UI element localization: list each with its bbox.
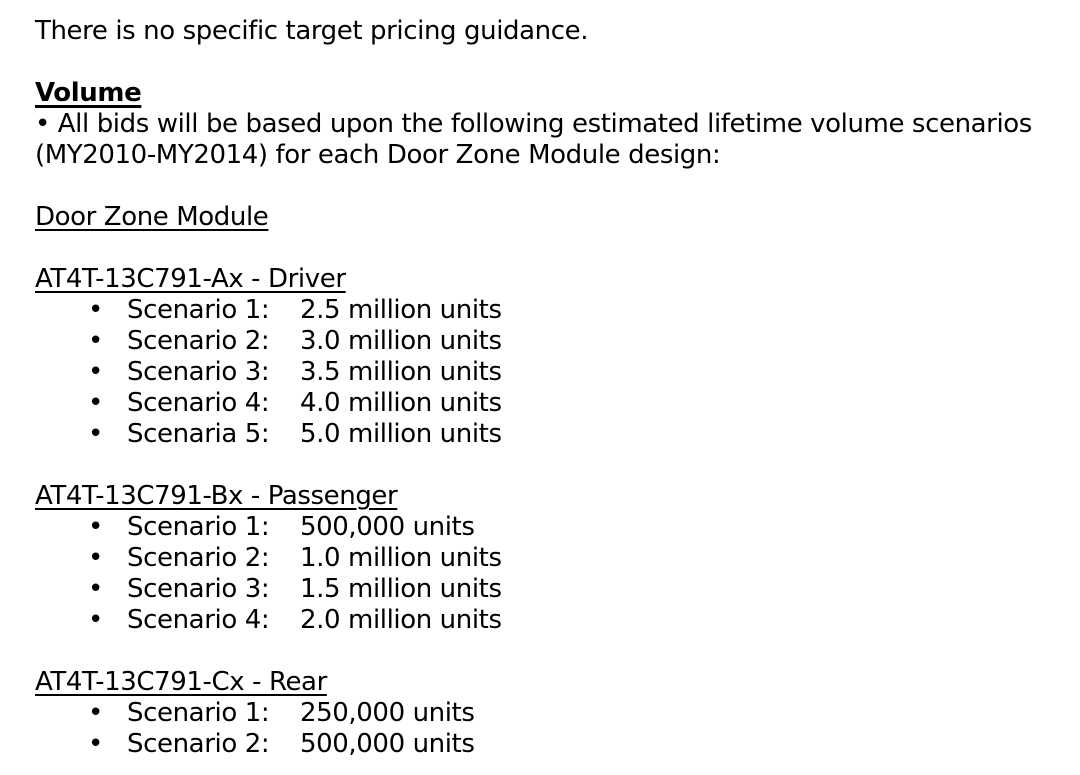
scenario-label: Scenario 2: (127, 729, 270, 759)
scenario-label: Scenario 1: (127, 698, 270, 728)
scenario-item (35, 388, 1070, 419)
scenario-value: 3.0 million units (300, 326, 502, 356)
scenario-item (35, 295, 1070, 326)
door-zone-module-heading: Door Zone Module (35, 202, 269, 232)
scenario-item (35, 357, 1070, 388)
bullet-icon: • (88, 388, 103, 418)
bullet-icon: • (88, 698, 103, 728)
scenario-label: Scenario 4: (127, 388, 270, 418)
scenario-value: 5.0 million units (300, 419, 502, 449)
scenario-value: 2.0 million units (300, 605, 502, 635)
volume-heading-line (35, 78, 1070, 109)
section-title-rear: AT4T-13C791-Cx - Rear (35, 667, 327, 697)
volume-heading: Volume (35, 78, 142, 108)
section-title-line (35, 481, 1070, 512)
volume-bullet-paragraph: • All bids will be based upon the following estimated lifetime volume scenarios (MY2010-MY2014) for each Door Zone Module design: (35, 109, 1032, 170)
scenario-label: Scenario 4: (127, 605, 270, 635)
scenario-label: Scenaria 5: (127, 419, 270, 449)
scenario-value: 250,000 units (300, 698, 475, 728)
bullet-icon: • (88, 574, 103, 604)
scenario-item (35, 543, 1070, 574)
bullet-icon: • (88, 419, 103, 449)
scenario-value: 500,000 units (300, 512, 475, 542)
scenario-value: 1.0 million units (300, 543, 502, 573)
blank-line (35, 450, 1070, 481)
bullet-icon: • (88, 357, 103, 387)
scenario-item (35, 574, 1070, 605)
bullet-icon: • (88, 295, 103, 325)
section-title-line (35, 667, 1070, 698)
scenario-label: Scenario 2: (127, 543, 270, 573)
scenario-label: Scenario 1: (127, 512, 270, 542)
scenario-label: Scenario 3: (127, 357, 270, 387)
blank-line (35, 47, 1070, 78)
bullet-icon: • (88, 729, 103, 759)
section-title-line (35, 264, 1070, 295)
section-title-passenger: AT4T-13C791-Bx - Passenger (35, 481, 398, 511)
scenario-item (35, 512, 1070, 543)
scenario-value: 500,000 units (300, 729, 475, 759)
blank-line (35, 636, 1070, 667)
scenario-item (35, 605, 1070, 636)
scenario-value: 4.0 million units (300, 388, 502, 418)
scenario-item (35, 729, 1070, 760)
bullet-icon: • (88, 326, 103, 356)
module-heading-line (35, 202, 1070, 233)
scenario-item (35, 698, 1070, 729)
intro-text: There is no specific target pricing guidance. (35, 16, 589, 46)
scenario-item (35, 326, 1070, 357)
scenario-label: Scenario 3: (127, 574, 270, 604)
bullet-icon: • (88, 543, 103, 573)
scenario-label: Scenario 2: (127, 326, 270, 356)
scenario-label: Scenario 1: (127, 295, 270, 325)
blank-line (35, 233, 1070, 264)
bullet-icon: • (88, 512, 103, 542)
blank-line (35, 171, 1070, 202)
section-title-driver: AT4T-13C791-Ax - Driver (35, 264, 346, 294)
bullet-icon: • (88, 605, 103, 635)
scenario-item (35, 419, 1070, 450)
scenario-value: 2.5 million units (300, 295, 502, 325)
scenario-value: 3.5 million units (300, 357, 502, 387)
scenario-value: 1.5 million units (300, 574, 502, 604)
